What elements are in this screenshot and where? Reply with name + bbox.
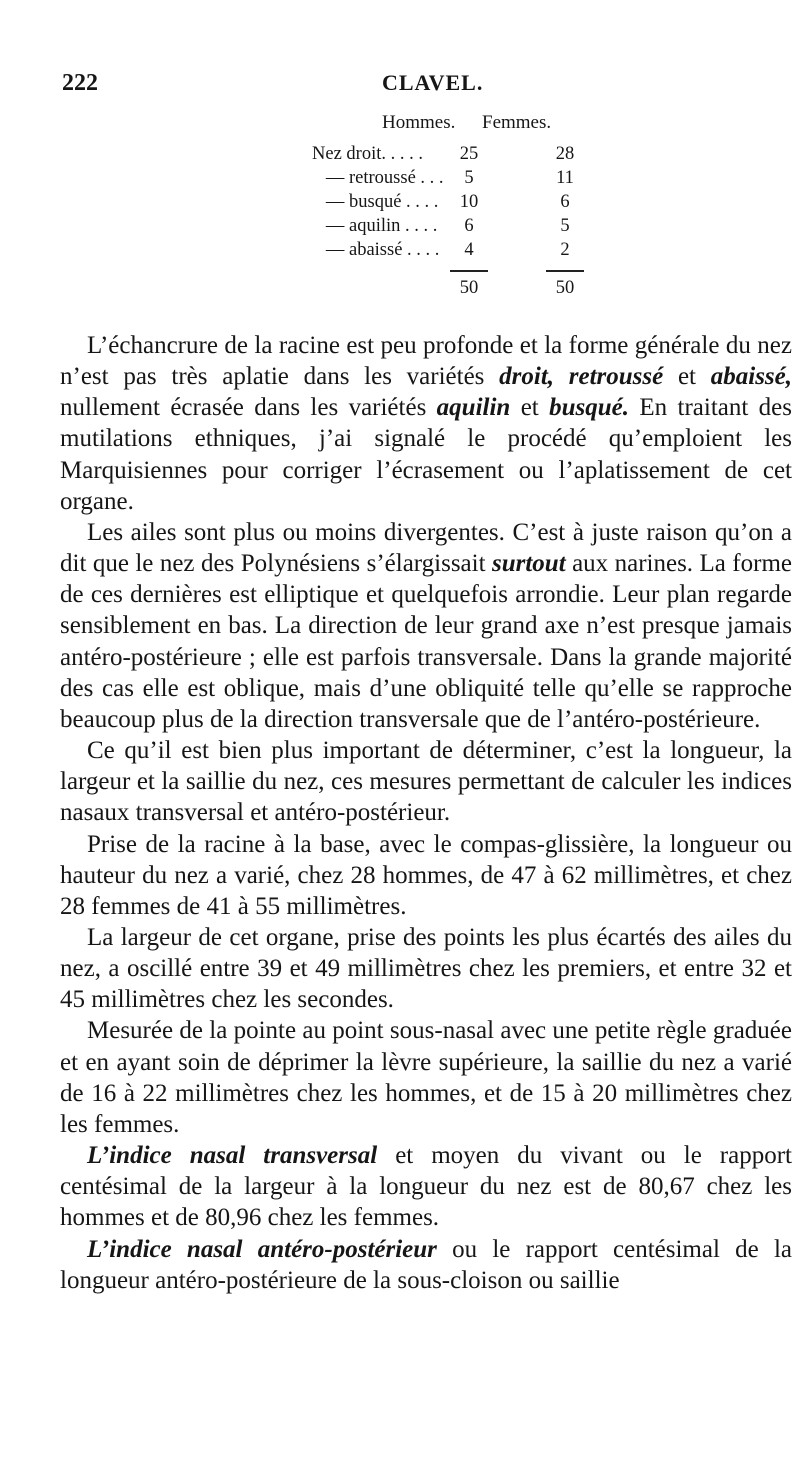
women-count: 6 [560,192,570,212]
paragraph: Ce qu’il est bien plus important de déterminer, c’est la longueur, la largeur et la saillie du nez, ces mesures permettant de calculer les indices nasaux transversal et antéro-postérieur. [60,737,792,827]
italic-term: L’indice nasal transversal [87,1142,378,1170]
italic-term: droit, retroussé [499,363,664,391]
page-number: 222 [62,70,98,96]
italic-term: surtout [491,550,566,578]
row-label: — retroussé . . . [312,168,444,188]
table-row [0,144,800,168]
paragraph [60,1140,792,1233]
text-run: ou le rapport centésimal de la longueur antéro-postérieure de la sous-cloison ou saillie [60,1235,792,1294]
italic-term: busqué. [549,394,629,422]
text-run: Les ailes sont plus ou moins divergentes. C’est à juste raison qu’on a dit que le nez des Polynésiens s’élargissait [60,518,792,578]
paragraph: Mesurée de la pointe au point sous-nasal avec une petite règle graduée et en ayant soin de déprimer la lèvre supérieure, la saillie du nez a varié de 16 à 22 millimètres chez les hommes, et de 15 à 20 millimètres chez les femmes. [60,1017,792,1138]
sum-rule-women [546,270,584,272]
men-count: 4 [464,240,474,260]
nose-type-table [0,112,800,312]
men-count: 10 [459,192,479,212]
sum-rule-men [450,270,488,272]
women-count: 11 [556,168,574,188]
text-run: et moyen du vivant ou le rapport centésimal de la largeur à la longueur du nez est de 80,67 chez les hommes et de 80,96 chez les femmes. [60,1142,792,1232]
text-run: L’échancrure de la racine est peu profonde et la forme générale du nez n’est pas très aplatie dans les variétés [60,332,792,391]
row-label: Nez droit. . . . . [312,144,423,164]
paragraph [60,330,792,517]
totals-row [0,278,800,302]
italic-term: aquilin [436,394,511,422]
paragraph: Prise de la racine à la base, avec le compas-glissière, la longueur ou hauteur du nez a varié, chez 28 hommes, de 47 à 62 millimètres, et chez 28 femmes de 41 à 55 millimètres. [60,830,792,920]
paragraph: La largeur de cet organe, prise des points les plus écartés des ailes du nez, a oscillé entre 39 et 49 millimètres chez les premiers, et entre 32 et 45 millimètres chez les secondes. [60,923,792,1014]
table-row [0,168,800,192]
men-count: 25 [459,144,479,164]
row-label: — aquilin . . . . [312,216,438,236]
text-run: aux narines. La forme de ces dernières est elliptique et quelquefois arrondie. Leur plan regarde sensiblement en bas. La direction de leur grand axe n’est presque jamais antéro-postérieure ; elle est parfois transversale. Dans la grande majorité des cas elle est oblique, mais d’une obliquité telle qu’elle se rapproche beaucoup plus de la direction transversale que de l’antéro-postérieure. [60,550,792,733]
table-row [0,192,800,216]
men-total: 50 [459,278,479,298]
italic-term: L’indice nasal antéro-postérieur [87,1235,437,1263]
women-total: 50 [555,278,575,298]
italic-term: abaissé, [710,363,792,391]
column-header-women: Femmes. [482,112,552,133]
table-row [0,240,800,264]
men-count: 5 [464,168,474,188]
women-count: 2 [560,240,570,260]
text-run: et [510,394,550,422]
table-row [0,216,800,240]
row-label: — abaissé . . . . [312,240,440,260]
body-text [60,330,792,1296]
column-header-men: Hommes. [382,112,456,133]
men-count: 6 [464,216,474,236]
page-header [62,70,752,100]
text-run: En traitant des mutilations ethniques, j’ai signalé le procédé qu’emploient les Marquisiennes pour corriger l’écrasement ou l’aplatissement de cet organe. [60,394,792,515]
paragraph [60,517,792,735]
women-count: 28 [555,144,575,164]
text-run: nullement écrasée dans les variétés [60,394,437,422]
women-count: 5 [560,216,570,236]
paragraph [60,1234,792,1296]
running-title: CLAVEL. [382,70,484,95]
text-run: et [663,363,711,391]
row-label: — busqué . . . . [312,192,439,212]
